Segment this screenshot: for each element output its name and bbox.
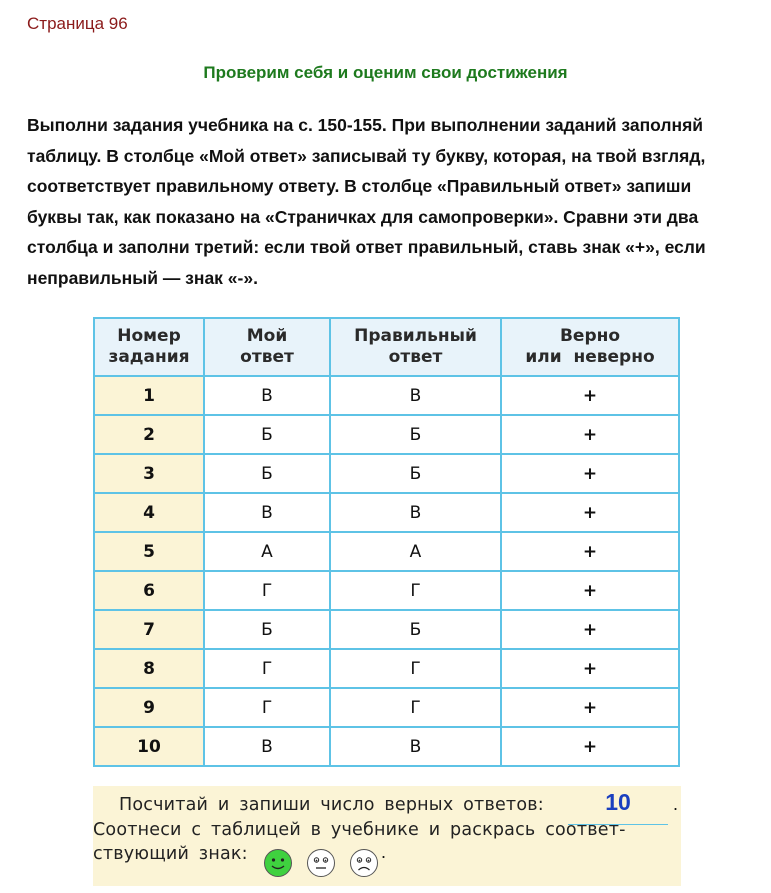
result-sign-cell[interactable]: +: [501, 454, 679, 493]
page-label: Страница 96: [27, 14, 128, 33]
correct-answer-cell[interactable]: В: [330, 727, 501, 766]
result-sign-cell[interactable]: +: [501, 649, 679, 688]
header-task-number: [94, 318, 204, 376]
header-my-answer-line2: ответ: [240, 347, 294, 367]
answers-table: [93, 317, 680, 767]
header-right-or-wrong-line1: Верно: [559, 326, 621, 346]
table-row: [94, 571, 679, 610]
correct-answer-cell[interactable]: А: [330, 532, 501, 571]
my-answer-cell[interactable]: Б: [204, 454, 330, 493]
task-number-cell: 7: [94, 610, 204, 649]
match-prompt-line2: ствующий знак:: [93, 844, 248, 864]
my-answer-cell[interactable]: Г: [204, 649, 330, 688]
correct-answer-cell[interactable]: Б: [330, 415, 501, 454]
task-number-cell: 8: [94, 649, 204, 688]
my-answer-cell[interactable]: В: [204, 727, 330, 766]
correct-answer-cell[interactable]: Г: [330, 649, 501, 688]
result-sign-cell[interactable]: +: [501, 376, 679, 415]
correct-answer-cell[interactable]: Г: [330, 571, 501, 610]
header-right-or-wrong: [501, 318, 679, 376]
result-sign-cell[interactable]: +: [501, 688, 679, 727]
task-number-cell: 2: [94, 415, 204, 454]
instructions-text: Выполни задания учебника на с. 150-155. При выполнении заданий заполняй таблицу. В столбце «Мой ответ» записывай ту букву, которая, на твой взгляд, соответствует правильному ответу. В столбце «Правильный ответ» запиши буквы так, как показано на «Страничках для самопроверки». Сравни эти два столбца и заполни третий: если твой ответ правильный, ставь знак «+», если неправильный — знак «-».: [27, 115, 706, 288]
task-number-cell: 3: [94, 454, 204, 493]
my-answer-cell[interactable]: Б: [204, 610, 330, 649]
result-sign-cell[interactable]: +: [501, 415, 679, 454]
my-answer-cell[interactable]: В: [204, 376, 330, 415]
task-number-cell: 1: [94, 376, 204, 415]
header-correct-answer: [330, 318, 501, 376]
happy-face-icon[interactable]: [263, 848, 293, 878]
header-correct-answer-line2: ответ: [388, 347, 443, 367]
my-answer-cell[interactable]: Г: [204, 571, 330, 610]
correct-answer-cell[interactable]: В: [330, 376, 501, 415]
table-row: [94, 727, 679, 766]
count-prompt: Посчитай и запиши число верных ответов:: [119, 795, 544, 815]
header-right-or-wrong-line2: или неверно: [525, 347, 655, 367]
table-body: [94, 376, 679, 766]
result-sign-cell[interactable]: +: [501, 571, 679, 610]
my-answer-cell[interactable]: А: [204, 532, 330, 571]
count-answer-value[interactable]: 10: [605, 789, 631, 815]
my-answer-cell[interactable]: Г: [204, 688, 330, 727]
table-row: [94, 649, 679, 688]
my-answer-cell[interactable]: Б: [204, 415, 330, 454]
neutral-face-icon[interactable]: [306, 848, 336, 878]
correct-answer-cell[interactable]: В: [330, 493, 501, 532]
table-row: [94, 376, 679, 415]
summary-block: [93, 786, 681, 886]
correct-answer-cell[interactable]: Б: [330, 610, 501, 649]
result-sign-cell[interactable]: +: [501, 532, 679, 571]
table-row: [94, 610, 679, 649]
header-my-answer-line1: Мой: [246, 326, 288, 346]
task-number-cell: 10: [94, 727, 204, 766]
match-prompt-line1: Соотнеси с таблицей в учебнике и раскрась соответ-: [93, 820, 626, 840]
correct-answer-cell[interactable]: Г: [330, 688, 501, 727]
task-number-cell: 5: [94, 532, 204, 571]
header-task-number-line1: Номер: [117, 326, 181, 346]
header-correct-answer-line1: Правильный: [354, 326, 477, 346]
table-row: [94, 532, 679, 571]
header-my-answer: [204, 318, 330, 376]
table-row: [94, 493, 679, 532]
header-task-number-line2: задания: [108, 347, 190, 367]
table-header-row: [94, 318, 679, 376]
answers-table-wrapper: [93, 317, 678, 758]
table-row: [94, 415, 679, 454]
table-row: [94, 454, 679, 493]
sad-face-icon[interactable]: [349, 848, 379, 878]
task-number-cell: 4: [94, 493, 204, 532]
task-number-cell: 9: [94, 688, 204, 727]
count-prompt-period: .: [673, 794, 679, 814]
table-row: [94, 688, 679, 727]
result-sign-cell[interactable]: +: [501, 493, 679, 532]
task-number-cell: 6: [94, 571, 204, 610]
correct-answer-cell[interactable]: Б: [330, 454, 501, 493]
match-prompt-period: .: [381, 842, 387, 862]
section-heading: Проверим себя и оценим свои достижения: [203, 63, 568, 82]
result-sign-cell[interactable]: +: [501, 610, 679, 649]
result-sign-cell[interactable]: +: [501, 727, 679, 766]
my-answer-cell[interactable]: В: [204, 493, 330, 532]
